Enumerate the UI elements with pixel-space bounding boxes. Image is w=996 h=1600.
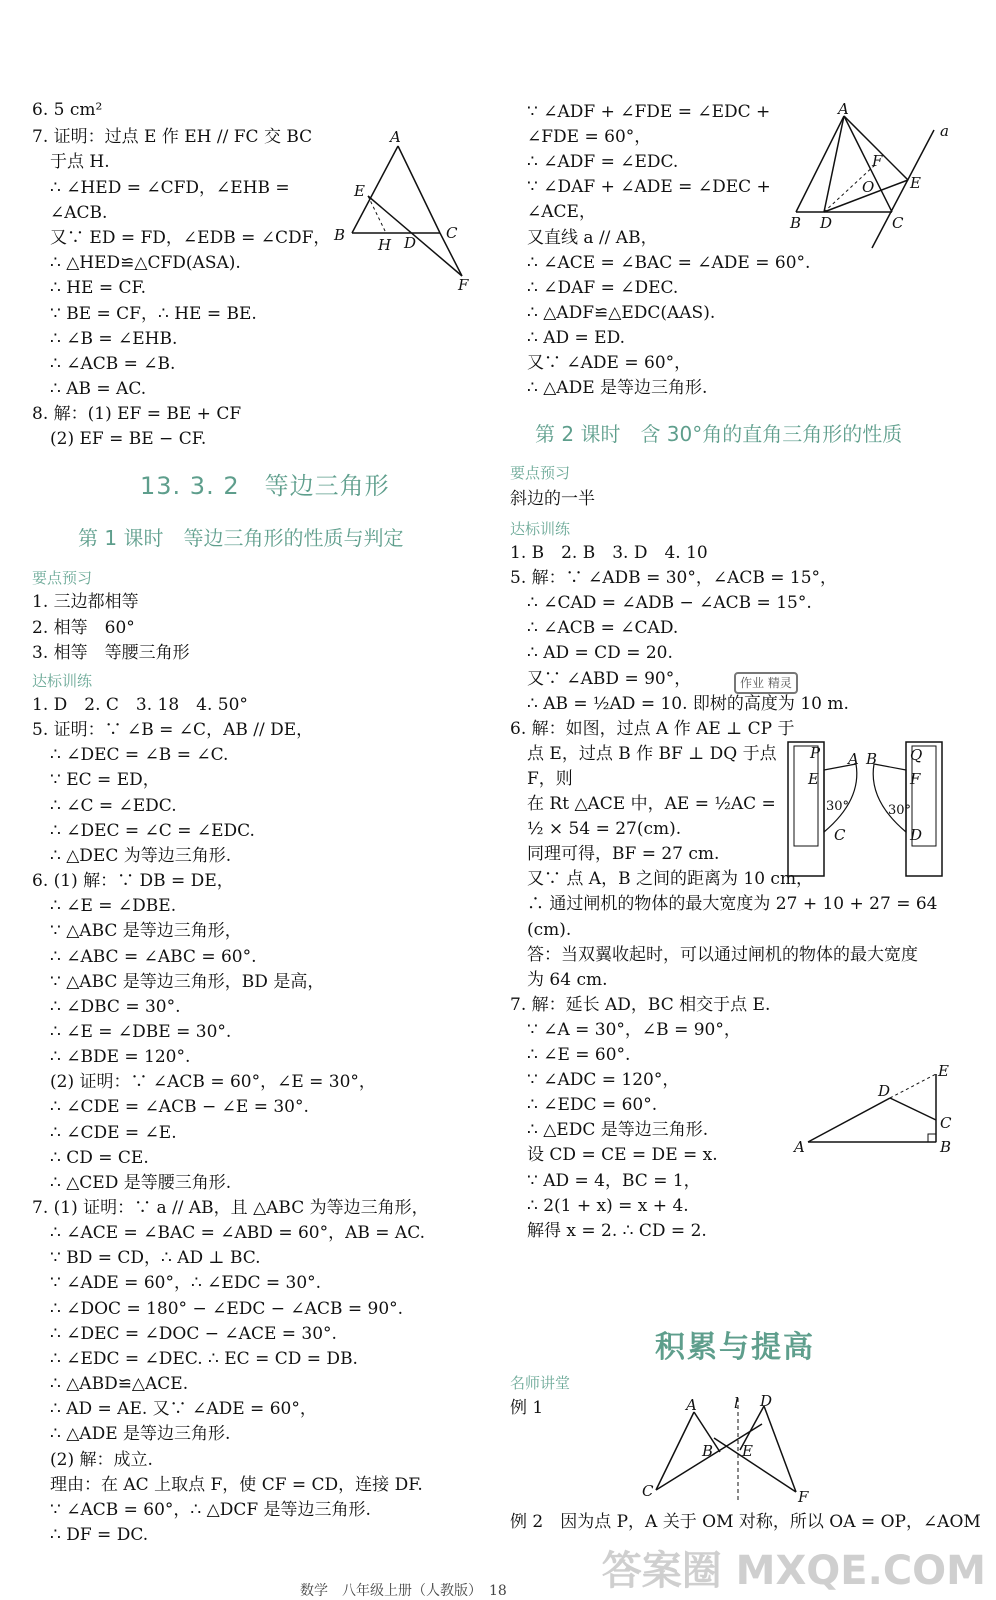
answer-line: ∴ ∠ADF = ∠EDC. [527,152,679,173]
svg-text:H: H [378,236,392,254]
answer-line: ∴ ∠CAD = ∠ADB − ∠ACB = 15°. [527,593,812,614]
answer-7-line: ∴ △HED≌△CFD(ASA). [50,253,241,273]
svg-text:P: P [810,744,821,762]
label-training: 达标训练 [32,672,93,690]
answer-line: ∵ EC = ED， [50,770,160,791]
answer-line: ∴ ∠EDC = 60°. [527,1095,658,1116]
preview-line: 1. 三边都相等 [32,592,139,612]
svg-text:O: O [862,178,875,196]
answer-line: ∴ ∠ACB = ∠CAD. [527,618,679,639]
answer-7-line: ∴ AB = AC. [50,379,147,399]
answer-7-line: ∵ BE = CF，∴ HE = BE. [50,304,257,324]
svg-text:A: A [838,100,849,118]
answer-line: ∴ △ADF≌△EDC(AAS). [527,302,716,323]
svg-text:E: E [354,182,365,200]
example-2-line: 例 2 因为点 P，A 关于 OM 对称，所以 OA = OP，∠AOM [510,1512,981,1532]
answer-line: ∴ DF = DC. [50,1524,149,1545]
svg-text:C: C [642,1482,654,1500]
svg-text:F: F [798,1488,809,1504]
svg-text:F: F [458,276,469,294]
answer-line: ½ × 54 = 27(cm). [527,819,682,840]
answer-7-line: ∠ACB. [50,203,108,223]
svg-text:C: C [892,214,904,232]
svg-text:A: A [794,1138,805,1156]
answer-line: ∴ △CED 是等腰三角形. [50,1172,232,1193]
answer-line: 在 Rt △ACE 中，AE = ½AC = [527,794,776,814]
svg-text:30°: 30° [888,803,912,818]
svg-text:D: D [910,826,923,844]
answer-8-line: 8. 解：(1) EF = BE + CF [32,404,242,424]
answer-line: ∵ ∠A = 30°，∠B = 90°， [527,1019,741,1040]
answer-line: 1. D 2. C 3. 18 4. 50° [32,695,248,715]
example-1-label: 例 1 [510,1398,544,1418]
quadrilateral-figure [790,1060,960,1164]
answer-line: 又∵ ∠ABD = 90°， [527,668,692,689]
answer-7-line: ∴ HE = CF. [50,278,147,298]
answer-line: ∵ ∠ADF + ∠FDE = ∠EDC + [527,102,771,122]
gate-figure [784,740,964,884]
symmetry-figure [636,1394,816,1508]
answer-line: ∴ ∠CDE = ∠E. [50,1122,177,1143]
answer-line: ∴ ∠EDC = ∠DEC. ∴ EC = CD = DB. [50,1348,358,1369]
answer-line: ∴ ∠DEC = ∠B = ∠C. [50,745,229,766]
answer-line: ∴ ∠ABC = ∠ABC = 60°. [50,946,257,967]
lesson-title: 第 1 课时 等边三角形的性质与判定 [78,526,404,550]
answer-line: ∵ AD = 4，BC = 1， [527,1170,701,1191]
answer-line: F，则 [527,768,573,789]
answer-line: 6. 解：如图，过点 A 作 AE ⊥ CP 于 [510,718,795,739]
answer-line: ∴ ∠E = 60°. [527,1045,631,1065]
svg-text:A: A [686,1396,697,1414]
answer-line: 理由：在 AC 上取点 F，使 CF = CD，连接 DF. [50,1474,423,1495]
svg-text:30°: 30° [826,799,850,814]
answer-line: ∴ ∠ACE = ∠BAC = ∠ABD = 60°，AB = AC. [50,1223,426,1244]
answer-line: ∴ AD = CD = 20. [527,643,673,664]
answer-line: 又∵ 点 A，B 之间的距离为 10 cm， [527,869,814,890]
section-title: 13. 3. 2 等边三角形 [140,472,390,500]
answer-line: ∵ △ABC 是等边三角形， [50,921,242,942]
answer-line: 设 CD = CE = DE = x. [527,1145,718,1166]
svg-text:E: E [910,174,921,192]
preview-line: 2. 相等 60° [32,618,135,638]
answer-line: ∴ △ADE 是等边三角形. [50,1424,231,1445]
answer-line: ∵ ∠ACB = 60°，∴ △DCF 是等边三角形. [50,1499,371,1520]
svg-text:F: F [910,770,921,788]
answer-line: ∴ 通过闸机的物体的最大宽度为 27 + 10 + 27 = 64 [527,894,938,915]
svg-text:a: a [940,122,949,140]
answer-line: ∴ CD = CE. [50,1147,149,1168]
svg-text:D: D [820,214,833,232]
answer-line: ∵ ∠DAF + ∠ADE = ∠DEC + [527,177,771,198]
label-teacher: 名师讲堂 [510,1374,571,1392]
answer-line: (cm). [527,919,572,940]
answer-line: 5. 证明：∵ ∠B = ∠C，AB // DE， [32,720,314,741]
svg-text:B: B [790,214,802,232]
answer-line: 又∵ ∠ADE = 60°， [527,353,692,373]
preview-line: 3. 相等 等腰三角形 [32,643,190,663]
answer-line: ∴ ∠C = ∠EDC. [50,795,177,816]
answer-line: 同理可得，BF = 27 cm. [527,844,720,865]
answer-line: (2) 证明：∵ ∠ACB = 60°，∠E = 30°， [50,1072,376,1093]
answer-7-line: 7. 证明：过点 E 作 EH // FC 交 BC [32,127,313,147]
answer-line: (2) 解：成立. [50,1449,153,1470]
homework-stamp: 作业 精灵 [734,672,798,694]
triangle-figure [330,128,480,302]
answer-line: ∴ AD = AE. 又∵ ∠ADE = 60°， [50,1399,317,1420]
svg-text:A: A [848,750,859,768]
preview-line: 斜边的一半 [510,489,595,509]
answer-line: ∴ △EDC 是等边三角形. [527,1120,709,1141]
answer-line: ∴ AB = ½AD = 10. 即树的高度为 10 m. [527,693,849,714]
answer-line: ∴ △ABD≌△ACE. [50,1374,189,1395]
svg-text:B: B [866,750,878,768]
label-preview: 要点预习 [32,569,93,587]
svg-text:C: C [446,224,458,242]
svg-text:A: A [390,128,401,146]
page-footer: 数学 八年级上册（人教版） 18 [300,1583,507,1599]
svg-text:D: D [404,234,417,252]
answer-line: 5. 解：∵ ∠ADB = 30°，∠ACB = 15°， [510,568,838,589]
answer-line: ∴ ∠E = ∠DBE. [50,896,177,917]
svg-text:E: E [938,1062,949,1080]
svg-text:Q: Q [910,746,923,764]
svg-text:B: B [702,1442,714,1460]
answer-line: 点 E，过点 B 作 BF ⊥ DQ 于点 [527,743,777,764]
svg-text:E: E [808,770,819,788]
answer-line: 6. (1) 解：∵ DB = DE， [32,871,234,892]
answer-line: ∵ ∠ADC = 120°， [527,1070,680,1091]
answer-line: 7. 解：延长 AD，BC 相交于点 E. [510,994,771,1015]
answer-7-line: ∴ ∠HED = ∠CFD，∠EHB = [50,178,290,198]
answer-line: ∵ BD = CD，∴ AD ⊥ BC. [50,1248,261,1269]
answer-line: ∴ ∠E = ∠DBE = 30°. [50,1021,232,1042]
answer-line: ∴ △DEC 为等边三角形. [50,845,232,866]
answer-line: ∴ AD = ED. [527,327,626,348]
answer-line: 7. (1) 证明：∵ a // AB，且 △ABC 为等边三角形， [32,1198,429,1218]
svg-text:B: B [334,226,346,244]
answer-line: 1. B 2. B 3. D 4. 10 [510,543,708,563]
answer-line: ∴ ∠DEC = ∠C = ∠EDC. [50,820,255,841]
watermark: 答案圈 MXQE.COM [601,1548,986,1594]
answer-line: ∴ ∠DEC = ∠DOC − ∠ACE = 30°. [50,1323,337,1344]
answer-line: ∴ 2(1 + x) = x + 4. [527,1195,689,1216]
equilateral-figure [782,100,962,254]
answer-line: ∴ ∠DOC = 180° − ∠EDC − ∠ACB = 90°. [50,1298,404,1319]
answer-line: ∠ACE， [527,202,596,223]
accum-title: 积累与提高 [655,1330,815,1365]
answer-line: ∠FDE = 60°， [527,127,652,148]
answer-7-line: 于点 H. [50,152,110,172]
answer-line: ∴ ∠ACE = ∠BAC = ∠ADE = 60°. [527,252,811,273]
svg-text:F: F [872,152,883,170]
svg-text:D: D [760,1394,773,1410]
answer-line: 答：当双翼收起时，可以通过闸机的物体的最大宽度 [527,944,918,965]
answer-7-line: ∴ ∠ACB = ∠B. [50,354,176,374]
answer-line: ∴ ∠BDE = 120°. [50,1047,191,1068]
svg-text:l: l [734,1394,739,1412]
label-training: 达标训练 [510,520,571,538]
answer-line: ∵ ∠ADE = 60°，∴ ∠EDC = 30°. [50,1273,322,1294]
svg-text:E: E [742,1442,753,1460]
label-preview: 要点预习 [510,464,571,482]
answer-line: 又直线 a // AB， [527,227,658,248]
answer-7-line: 又∵ ED = FD，∠EDB = ∠CDF， [50,228,331,248]
answer-8-line: (2) EF = BE − CF. [50,429,207,449]
svg-text:D: D [878,1082,891,1100]
answer-line: ∴ ∠DAF = ∠DEC. [527,277,679,298]
answer-line: 解得 x = 2. ∴ CD = 2. [527,1220,707,1241]
answer-6: 6. 5 cm² [32,100,103,120]
svg-text:C: C [940,1114,952,1132]
svg-text:C: C [834,826,846,844]
lesson-title: 第 2 课时 含 30°角的直角三角形的性质 [535,422,903,446]
answer-line: ∴ ∠CDE = ∠ACB − ∠E = 30°. [50,1097,309,1118]
svg-text:B: B [940,1138,952,1156]
answer-line: ∴ ∠DBC = 30°. [50,996,181,1017]
answer-7-line: ∴ ∠B = ∠EHB. [50,329,178,349]
answer-line: ∴ △ADE 是等边三角形. [527,378,708,399]
answer-line: 为 64 cm. [527,969,608,990]
answer-line: ∵ △ABC 是等边三角形，BD 是高， [50,971,325,992]
